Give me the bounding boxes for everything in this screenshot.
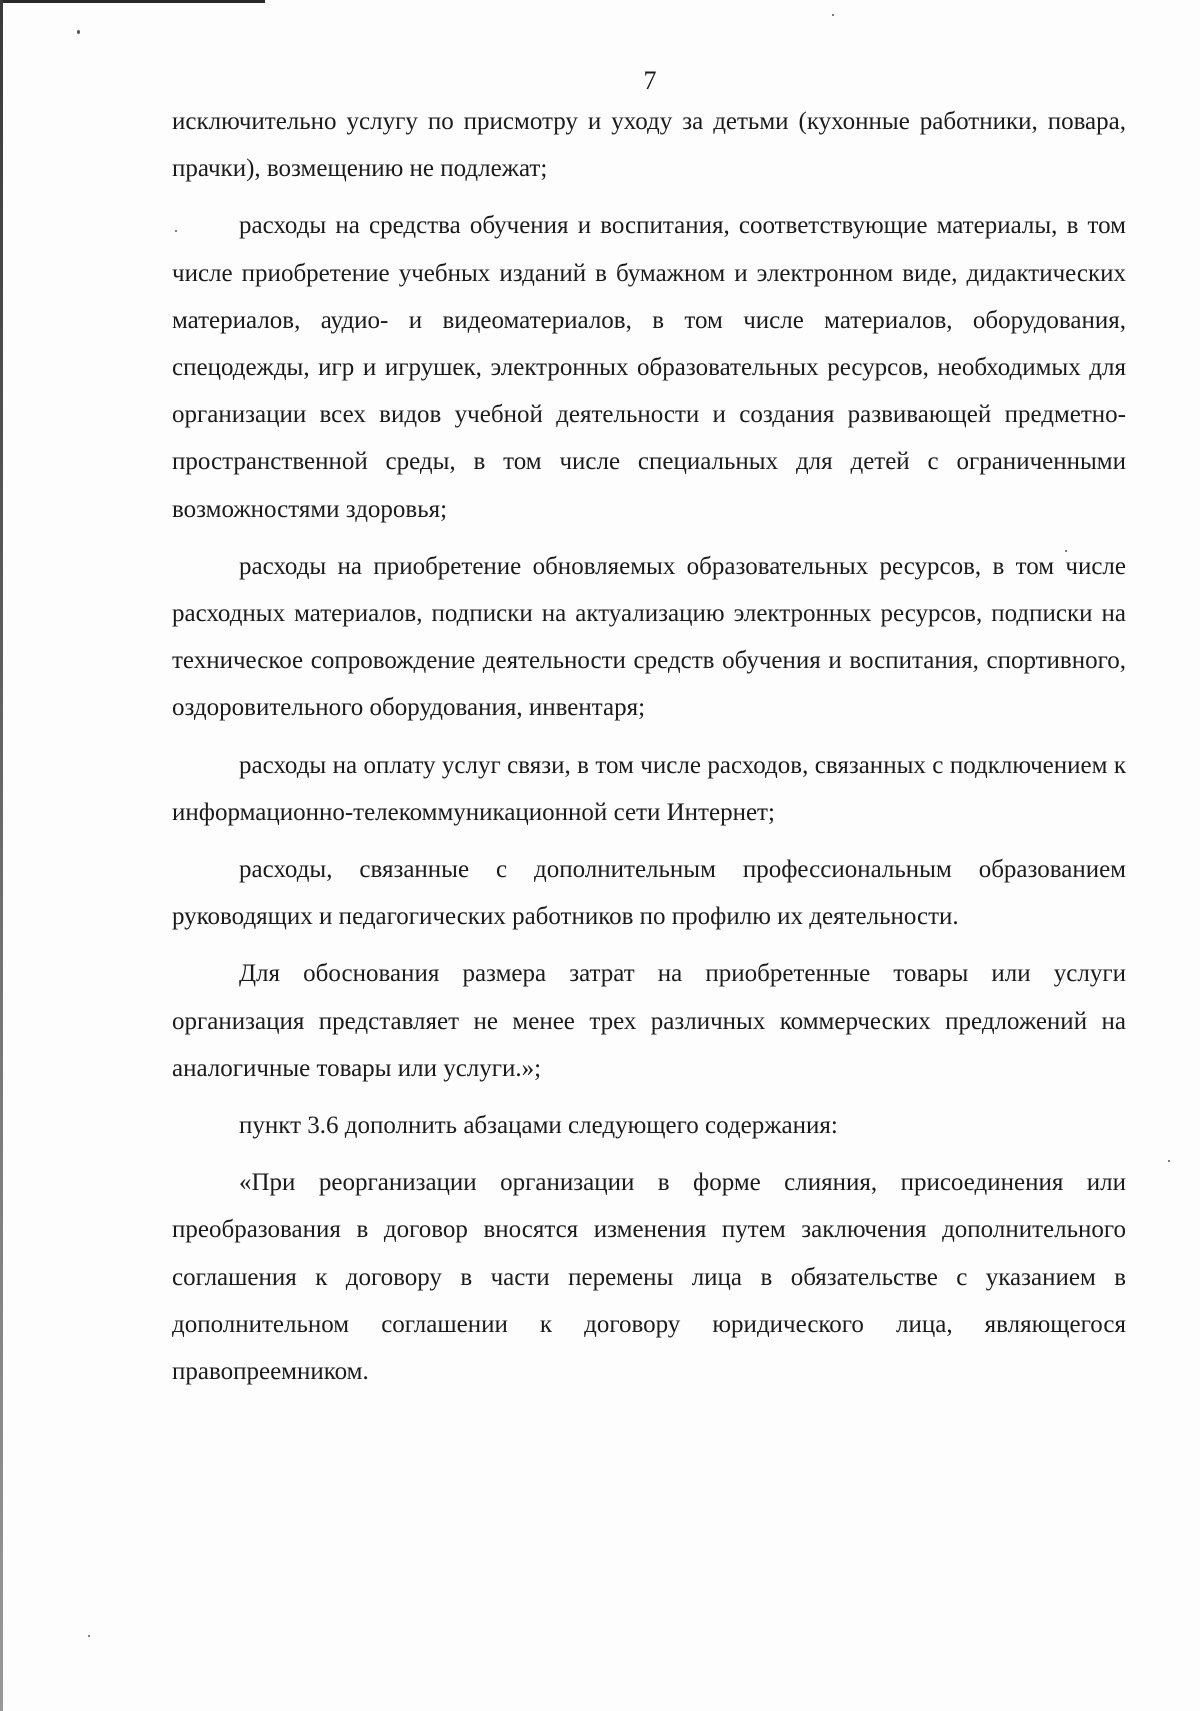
paragraph: «При реорганизации организации в форме слияния, присоединения или преобразования в договор вносятся изменения путем заключения дополнительного соглашения к договору в части перемены лица в обязательстве с указанием в дополнительном соглашении к договору юридического лица, являющегося правопреемником. <box>172 1169 1126 1386</box>
scan-edge-left <box>0 0 3 1711</box>
paragraph: расходы на приобретение обновляемых образовательных ресурсов, в том числе расходных материалов, подписки на актуализацию электронных ресурсов, подписки на техническое сопровождение деятельности средств обучения и воспитания, спортивного, оздоровительного оборудования, инвентаря; <box>172 552 1126 722</box>
scan-speck <box>88 1635 90 1637</box>
scan-edge-top <box>0 0 265 3</box>
paragraph: Для обоснования размера затрат на приобретенные товары или услуги организация представляет не менее трех различных коммерческих предложений на аналогичные товары или услуги.»; <box>172 960 1126 1082</box>
scan-speck <box>832 14 834 16</box>
paragraph: расходы, связанные с дополнительным профессиональным образованием руководящих и педагогических работников по профилю их деятельности. <box>172 856 1126 931</box>
paragraph: расходы на средства обучения и воспитания, соответствующие материалы, в том числе приобретение учебных изданий в бумажном и электронном виде, дидактических материалов, аудио- и видеоматериалов, в том числе материалов, оборудования, спецодежды, игр и игрушек, электронных образовательных ресурсов, необходимых для организации всех видов учебной деятельности и создания развивающей предметно-пространственной среды, в том числе специальных для детей с ограниченными возможностями здоровья; <box>172 212 1126 523</box>
paragraph: пункт 3.6 дополнить абзацами следующего содержания: <box>239 1112 838 1140</box>
document-body <box>172 98 1126 1395</box>
paragraph: исключительно услугу по присмотру и уходу за детьми (кухонные работники, повара, прачки), возмещению не подлежат; <box>172 108 1126 183</box>
scan-speck <box>77 30 80 34</box>
paragraph: расходы на оплату услуг связи, в том числе расходов, связанных с подключением к информационно-телекоммуникационной сети Интернет; <box>172 751 1126 826</box>
page-number: 7 <box>643 66 657 95</box>
scan-speck <box>1168 1160 1170 1162</box>
